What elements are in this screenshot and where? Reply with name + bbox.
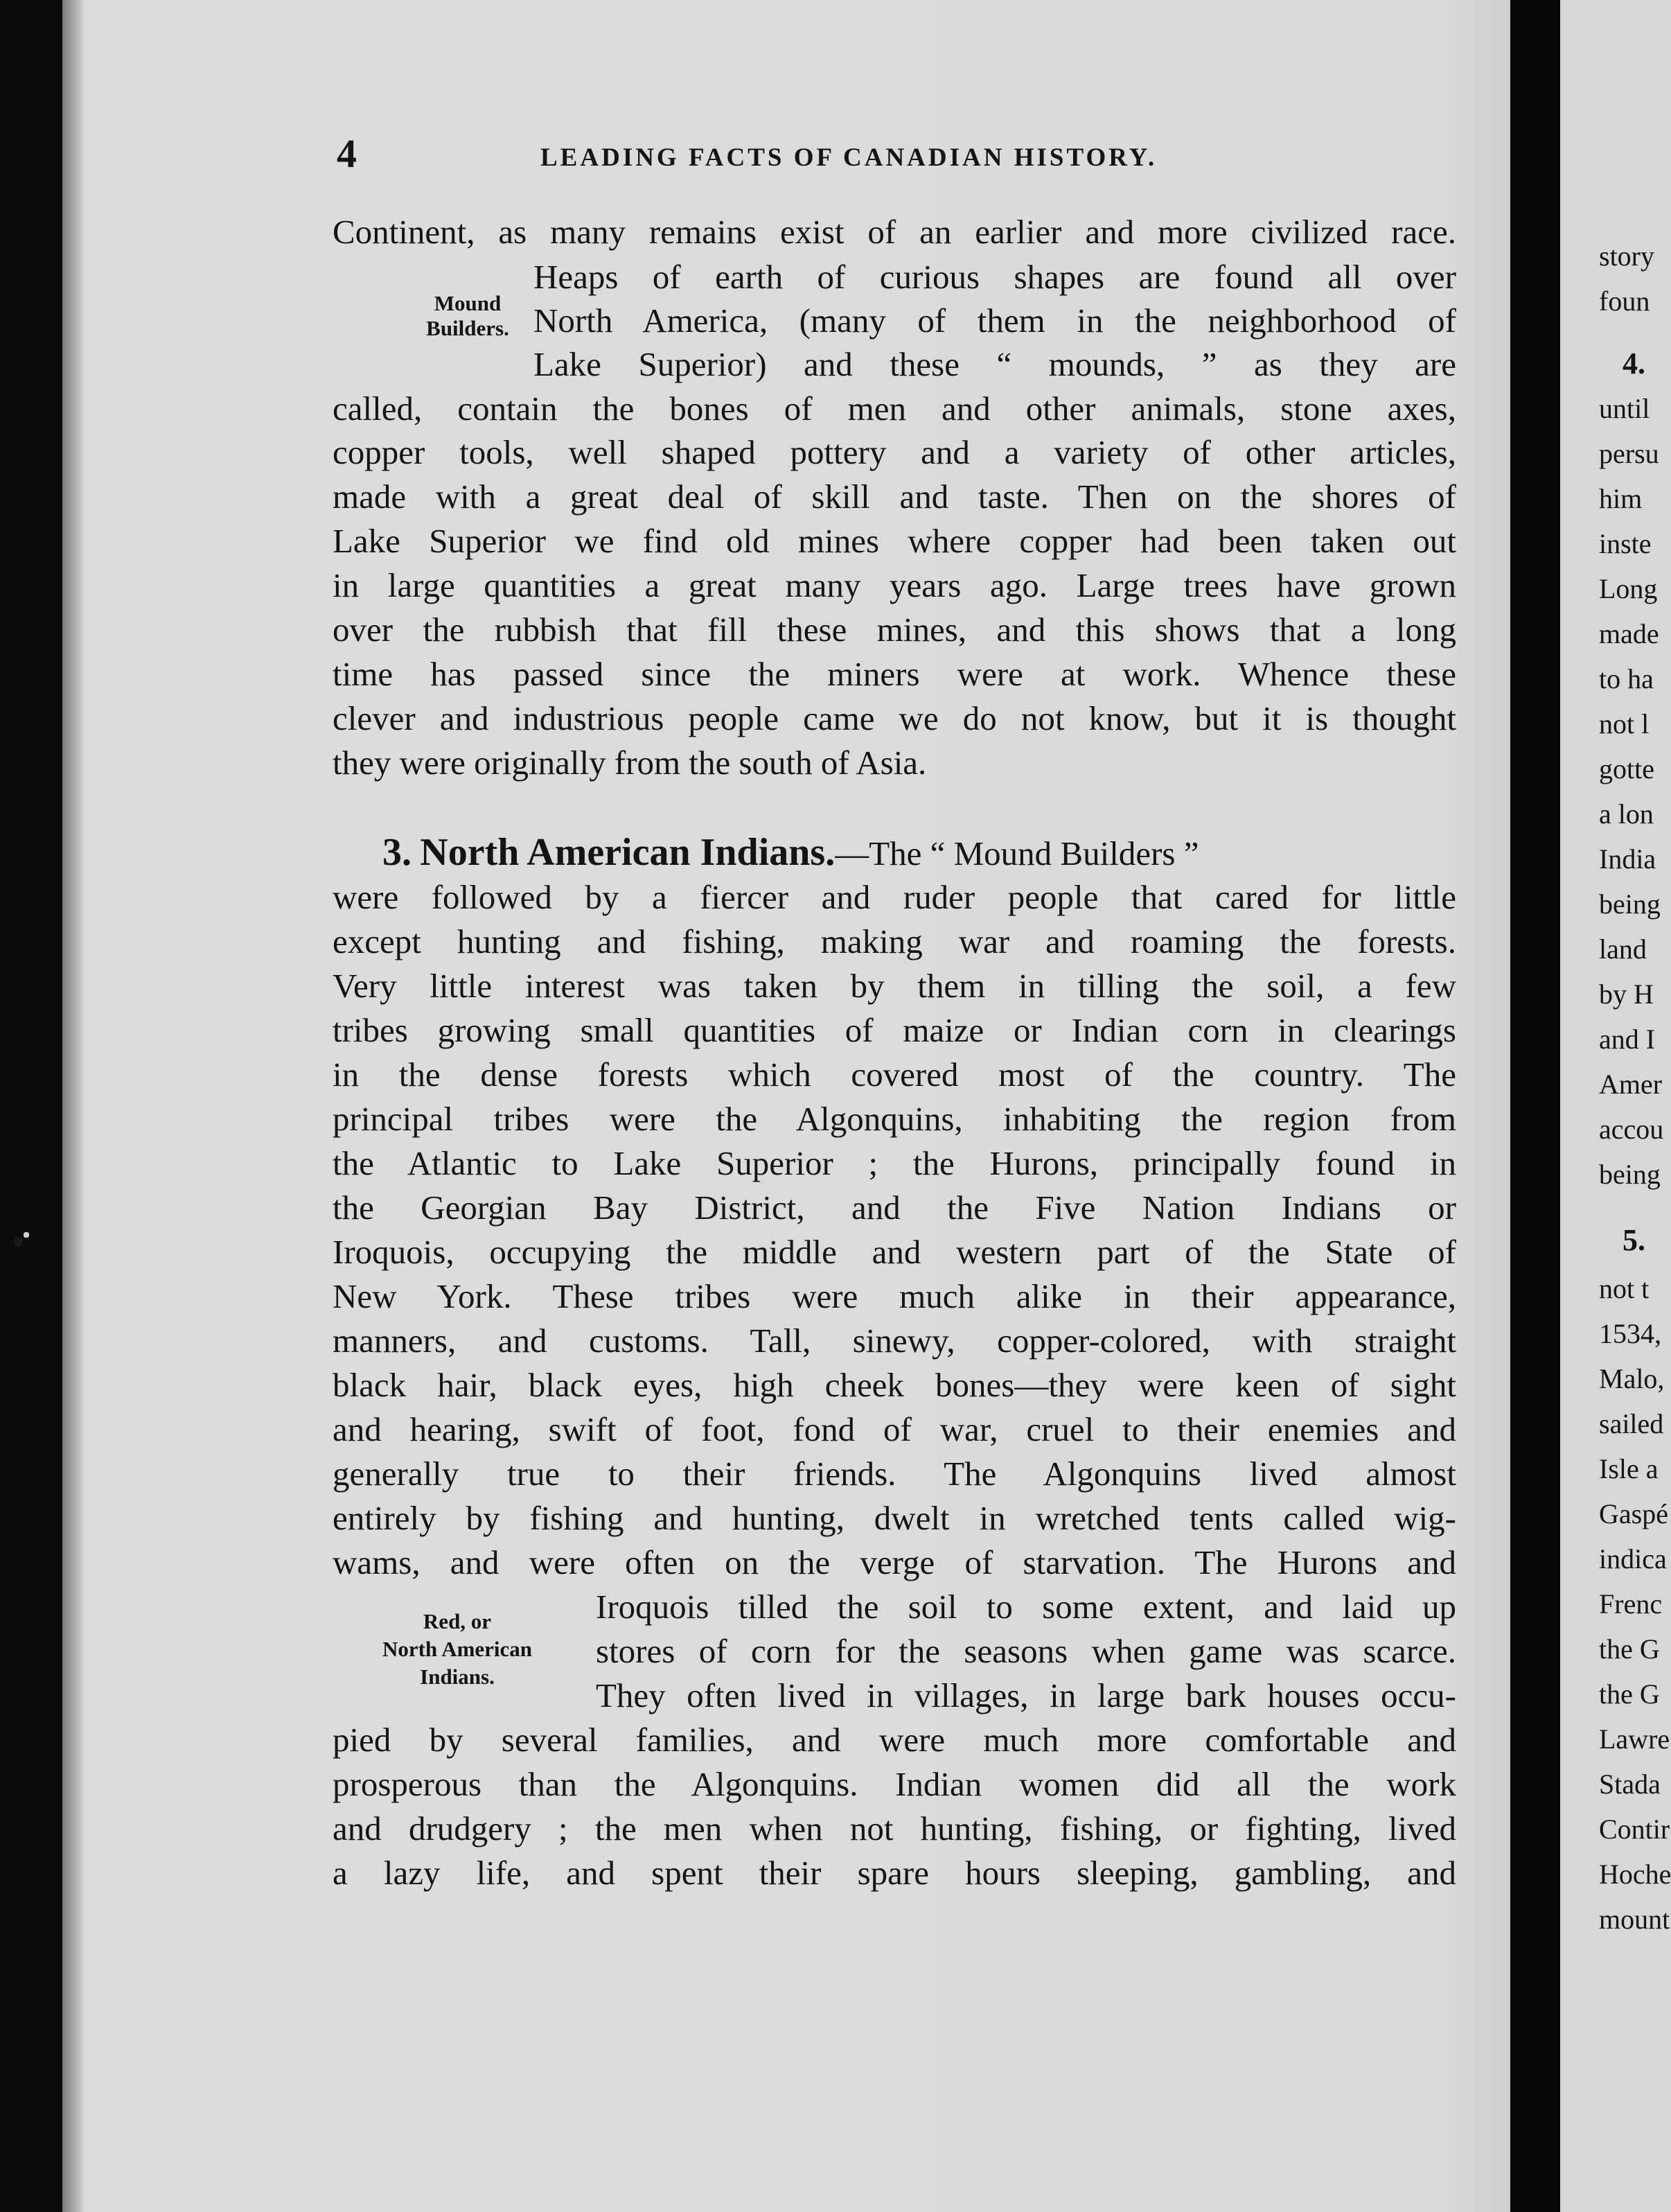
text-line: wams, and were often on the verge of starvation. The Hurons and (333, 1543, 1456, 1581)
text-line: New York. These tribes were much alike in their appearance, (333, 1277, 1456, 1315)
facing-page (1560, 0, 1671, 2212)
page-number: 4 (337, 131, 357, 176)
facing-line: gotte (1599, 753, 1654, 784)
facing-line: Lawre (1599, 1723, 1670, 1755)
text-line: were followed by a fiercer and ruder people that cared for little (333, 878, 1456, 916)
facing-line: Malo, (1599, 1363, 1665, 1394)
text-line: principal tribes were the Algonquins, inhabiting the region from (333, 1100, 1456, 1138)
text-line: copper tools, well shaped pottery and a variety of other articles, (333, 433, 1456, 471)
facing-line: mount (1599, 1904, 1670, 1935)
page-edge-shadow (62, 0, 83, 2212)
facing-line: India (1599, 843, 1656, 875)
facing-line: made (1599, 618, 1659, 649)
margin-note-line: Mound (434, 291, 502, 315)
section-heading-line (333, 828, 1456, 877)
margin-note-red-indians (319, 1608, 596, 1691)
text-line: generally true to their friends. The Algonquins lived almost (333, 1455, 1456, 1493)
text-line: stores of corn for the seasons when game was scarce. (596, 1632, 1456, 1670)
text-line: prosperous than the Algonquins. Indian women did all the work (333, 1765, 1456, 1803)
facing-line: and I (1599, 1024, 1656, 1055)
text-line: Iroquois, occupying the middle and western part of the State of (333, 1233, 1456, 1271)
text-line: They often lived in villages, in large bark houses occu- (596, 1676, 1456, 1714)
facing-line: being (1599, 888, 1661, 920)
facing-line: not l (1599, 708, 1650, 739)
text-line: called, contain the bones of men and other animals, stone axes, (333, 389, 1456, 428)
text-line: over the rubbish that fill these mines, and this shows that a long (333, 611, 1456, 649)
facing-line: indica (1599, 1543, 1667, 1574)
facing-line: Hoche (1599, 1859, 1671, 1890)
text-line: pied by several families, and were much more comfortable and (333, 1721, 1456, 1759)
facing-line: him (1599, 483, 1643, 514)
scan-speck (24, 1232, 29, 1238)
text-line: except hunting and fishing, making war and roaming the forests. (333, 922, 1456, 960)
text-line: Iroquois tilled the soil to some extent, and laid up (596, 1588, 1456, 1626)
text-line: Continent, as many remains exist of an earlier and more civilized race. (333, 213, 1456, 251)
book-gutter (1510, 0, 1560, 2212)
text-line: the Atlantic to Lake Superior ; the Hurons, principally found in (333, 1144, 1456, 1182)
facing-line: Contir (1599, 1814, 1670, 1845)
text-line: and drudgery ; the men when not hunting, fishing, or fighting, lived (333, 1809, 1456, 1847)
facing-line: 4. (1623, 346, 1645, 380)
facing-line: Amer (1599, 1069, 1663, 1100)
text-line: they were originally from the south of Asia. (333, 744, 927, 782)
facing-line: Stada (1599, 1768, 1661, 1800)
facing-line: the G (1599, 1633, 1660, 1665)
running-head (62, 130, 1510, 179)
text-line: Heaps of earth of curious shapes are found all over (533, 258, 1456, 296)
margin-note-mound-builders (378, 291, 558, 341)
text-line: clever and industrious people came we do not know, but it is thought (333, 699, 1456, 737)
facing-line: not t (1599, 1273, 1650, 1304)
text-line: and hearing, swift of foot, fond of war, cruel to their enemies and (333, 1410, 1456, 1448)
text-line: tribes growing small quantities of maize or Indian corn in clearings (333, 1011, 1456, 1049)
facing-line: accou (1599, 1114, 1664, 1145)
margin-note-line: Builders. (426, 316, 509, 340)
margin-note-line: Red, or (423, 1609, 492, 1633)
text-line: in large quantities a great many years ago. Large trees have grown (333, 566, 1456, 604)
text-line: Lake Superior we find old mines where copper had been taken out (333, 522, 1456, 560)
running-title: LEADING FACTS OF CANADIAN HISTORY. (540, 143, 1158, 172)
facing-line: until (1599, 393, 1650, 424)
facing-line: to ha (1599, 663, 1654, 694)
facing-line: Gaspé (1599, 1498, 1668, 1529)
text-line: time has passed since the miners were at work. Whence these (333, 655, 1456, 693)
facing-line: Isle a (1599, 1453, 1659, 1484)
facing-line: 5. (1623, 1223, 1645, 1257)
section-lead-text: —The “ Mound Builders ” (835, 834, 1199, 872)
facing-line: Long (1599, 573, 1658, 604)
facing-line: Frenc (1599, 1588, 1663, 1620)
section-title: North American Indians. (420, 831, 836, 874)
facing-line: persu (1599, 438, 1659, 469)
facing-line: a lon (1599, 798, 1654, 830)
facing-line: inste (1599, 528, 1652, 559)
text-line: the Georgian Bay District, and the Five Nation Indians or (333, 1188, 1456, 1227)
section-number: 3. (382, 831, 412, 874)
facing-line: story (1599, 240, 1654, 272)
text-line: made with a great deal of skill and taste. Then on the shores of (333, 477, 1456, 516)
text-line: entirely by fishing and hunting, dwelt in wretched tents called wig- (333, 1499, 1456, 1537)
text-line: manners, and customs. Tall, sinewy, copper-colored, with straight (333, 1322, 1456, 1360)
margin-note-line: North American (382, 1637, 533, 1661)
text-line: black hair, black eyes, high cheek bones—they were keen of sight (333, 1366, 1456, 1404)
scan-speck (14, 1237, 22, 1247)
text-line: in the dense forests which covered most of the country. The (333, 1055, 1456, 1094)
text-line: Very little interest was taken by them in tilling the soil, a few (333, 967, 1456, 1005)
facing-line: foun (1599, 286, 1650, 317)
text-line: Lake Superior) and these “ mounds, ” as they are (533, 345, 1456, 383)
facing-line: being (1599, 1159, 1661, 1190)
facing-line: land (1599, 933, 1647, 965)
text-line: North America, (many of them in the neighborhood of (533, 301, 1456, 340)
facing-line: 1534, (1599, 1318, 1661, 1349)
facing-line: by H (1599, 978, 1654, 1010)
text-line: a lazy life, and spent their spare hours sleeping, gambling, and (333, 1854, 1456, 1892)
book-page (62, 0, 1510, 2212)
facing-line: the G (1599, 1678, 1660, 1710)
margin-note-line: Indians. (420, 1665, 495, 1689)
facing-line: sailed (1599, 1408, 1664, 1439)
